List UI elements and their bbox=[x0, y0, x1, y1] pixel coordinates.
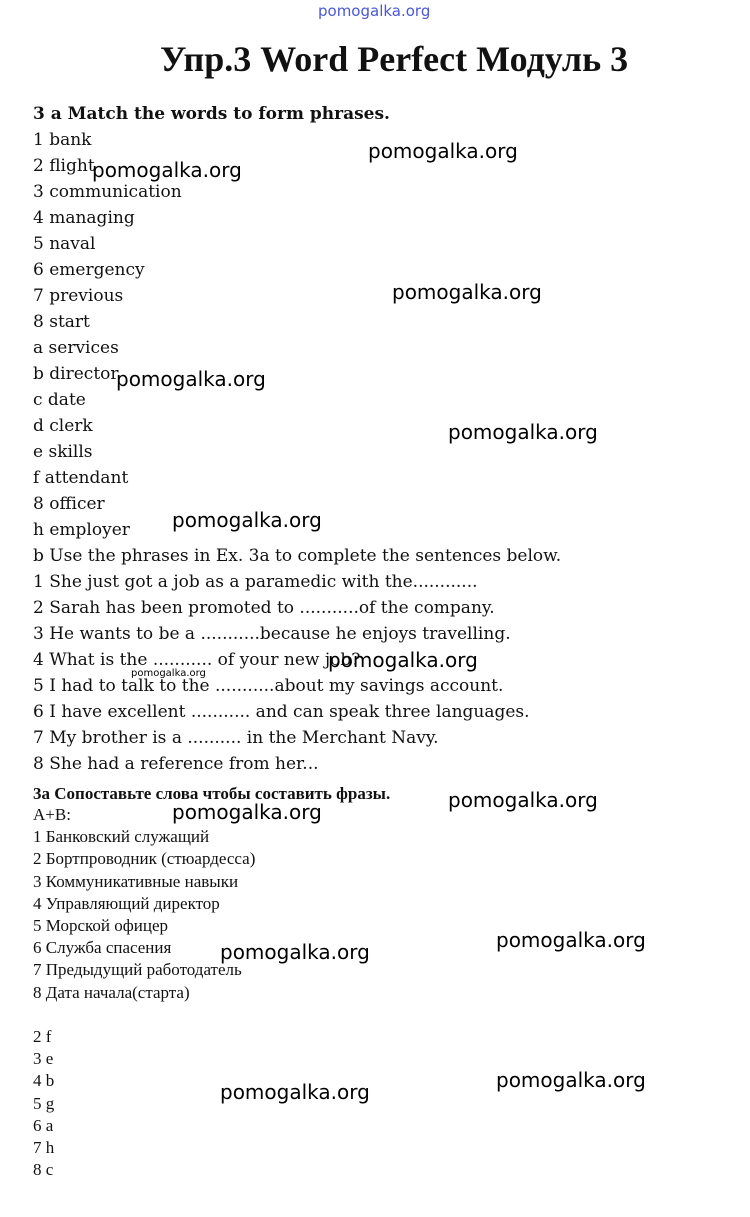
english-line: 3 communication bbox=[33, 182, 182, 202]
russian-line: 7 Предыдущий работодатель bbox=[33, 960, 242, 980]
english-line: 4 What is the ........... of your new job? bbox=[33, 650, 361, 670]
english-line: 8 She had a reference from her... bbox=[33, 754, 319, 774]
english-line: f attendant bbox=[33, 468, 129, 488]
english-line: 4 managing bbox=[33, 208, 135, 228]
watermark-text: pomogalka.org bbox=[220, 940, 370, 964]
watermark-text: pomogalka.org bbox=[92, 158, 242, 182]
russian-line: 3 Коммуникативные навыки bbox=[33, 871, 239, 891]
english-line: 1 She just got a job as a paramedic with the............ bbox=[33, 572, 478, 592]
answer-item: 5 g bbox=[33, 1093, 55, 1113]
answer-item: 6 a bbox=[33, 1115, 54, 1135]
watermark-text: pomogalka.org bbox=[368, 139, 518, 163]
russian-line: 8 Дата начала(старта) bbox=[33, 982, 190, 1002]
russian-line: A+B: bbox=[33, 805, 71, 824]
answer-item: 7 h bbox=[33, 1138, 55, 1157]
english-line: d clerk bbox=[33, 416, 93, 436]
russian-heading: 3a Сопоставьте слова чтобы составить фразы. bbox=[33, 784, 391, 803]
watermark-text: pomogalka.org bbox=[496, 1068, 646, 1092]
english-line: h employer bbox=[33, 520, 130, 540]
watermark-text: pomogalka.org bbox=[116, 367, 266, 391]
exercise-3a-heading: 3 a Match the words to form phrases. bbox=[33, 104, 390, 124]
watermark-text: pomogalka.org bbox=[448, 420, 598, 444]
english-line: 2 Sarah has been promoted to ...........of the company. bbox=[33, 598, 495, 618]
watermark-text: pomogalka.org bbox=[448, 788, 598, 812]
english-line: a services bbox=[33, 338, 119, 358]
watermark-text: pomogalka.org bbox=[220, 1080, 370, 1104]
english-line: 8 start bbox=[33, 312, 90, 332]
english-line: 2 flight bbox=[33, 156, 95, 176]
watermark-text: pomogalka.org bbox=[392, 280, 542, 304]
watermark-text: pomogalka.org bbox=[172, 508, 322, 532]
answer-item: 2 f bbox=[33, 1027, 52, 1046]
russian-line: 5 Морской офицер bbox=[33, 916, 168, 935]
english-line: b director bbox=[33, 364, 119, 384]
russian-line: 2 Бортпроводник (стюардесса) bbox=[33, 849, 256, 869]
watermark-text: pomogalka.org bbox=[496, 928, 646, 952]
page-title: Упр.3 Word Perfect Модуль 3 bbox=[160, 39, 629, 79]
english-line: 8 officer bbox=[33, 494, 105, 514]
answer-item: 4 b bbox=[33, 1071, 55, 1091]
russian-line: 4 Управляющий директор bbox=[33, 893, 220, 913]
answer-item: 3 e bbox=[33, 1049, 54, 1069]
top-watermark-link[interactable]: pomogalka.org bbox=[318, 2, 431, 20]
russian-line: 6 Служба спасения bbox=[33, 938, 172, 958]
english-line: 5 naval bbox=[33, 234, 96, 254]
english-line: 6 emergency bbox=[33, 260, 145, 280]
english-line: c date bbox=[33, 390, 86, 410]
russian-line: 1 Банковский служащий bbox=[33, 827, 210, 847]
answer-item: 8 c bbox=[33, 1160, 54, 1180]
english-line: 6 I have excellent ........... and can speak three languages. bbox=[33, 702, 530, 722]
watermark-text: pomogalka.org bbox=[328, 648, 478, 672]
english-line: 1 bank bbox=[33, 130, 92, 150]
english-line: 3 He wants to be a ...........because he enjoys travelling. bbox=[33, 624, 511, 644]
english-line: 7 My brother is a .......... in the Merchant Navy. bbox=[33, 728, 439, 748]
english-line: b Use the phrases in Ex. 3a to complete the sentences below. bbox=[33, 546, 562, 566]
english-line: 5 I had to talk to the ...........about my savings account. bbox=[33, 676, 504, 696]
watermark-text: pomogalka.org bbox=[172, 800, 322, 824]
english-line: e skills bbox=[33, 442, 93, 462]
watermark-small-text: pomogalka.org bbox=[131, 668, 206, 679]
english-line: 7 previous bbox=[33, 286, 124, 306]
